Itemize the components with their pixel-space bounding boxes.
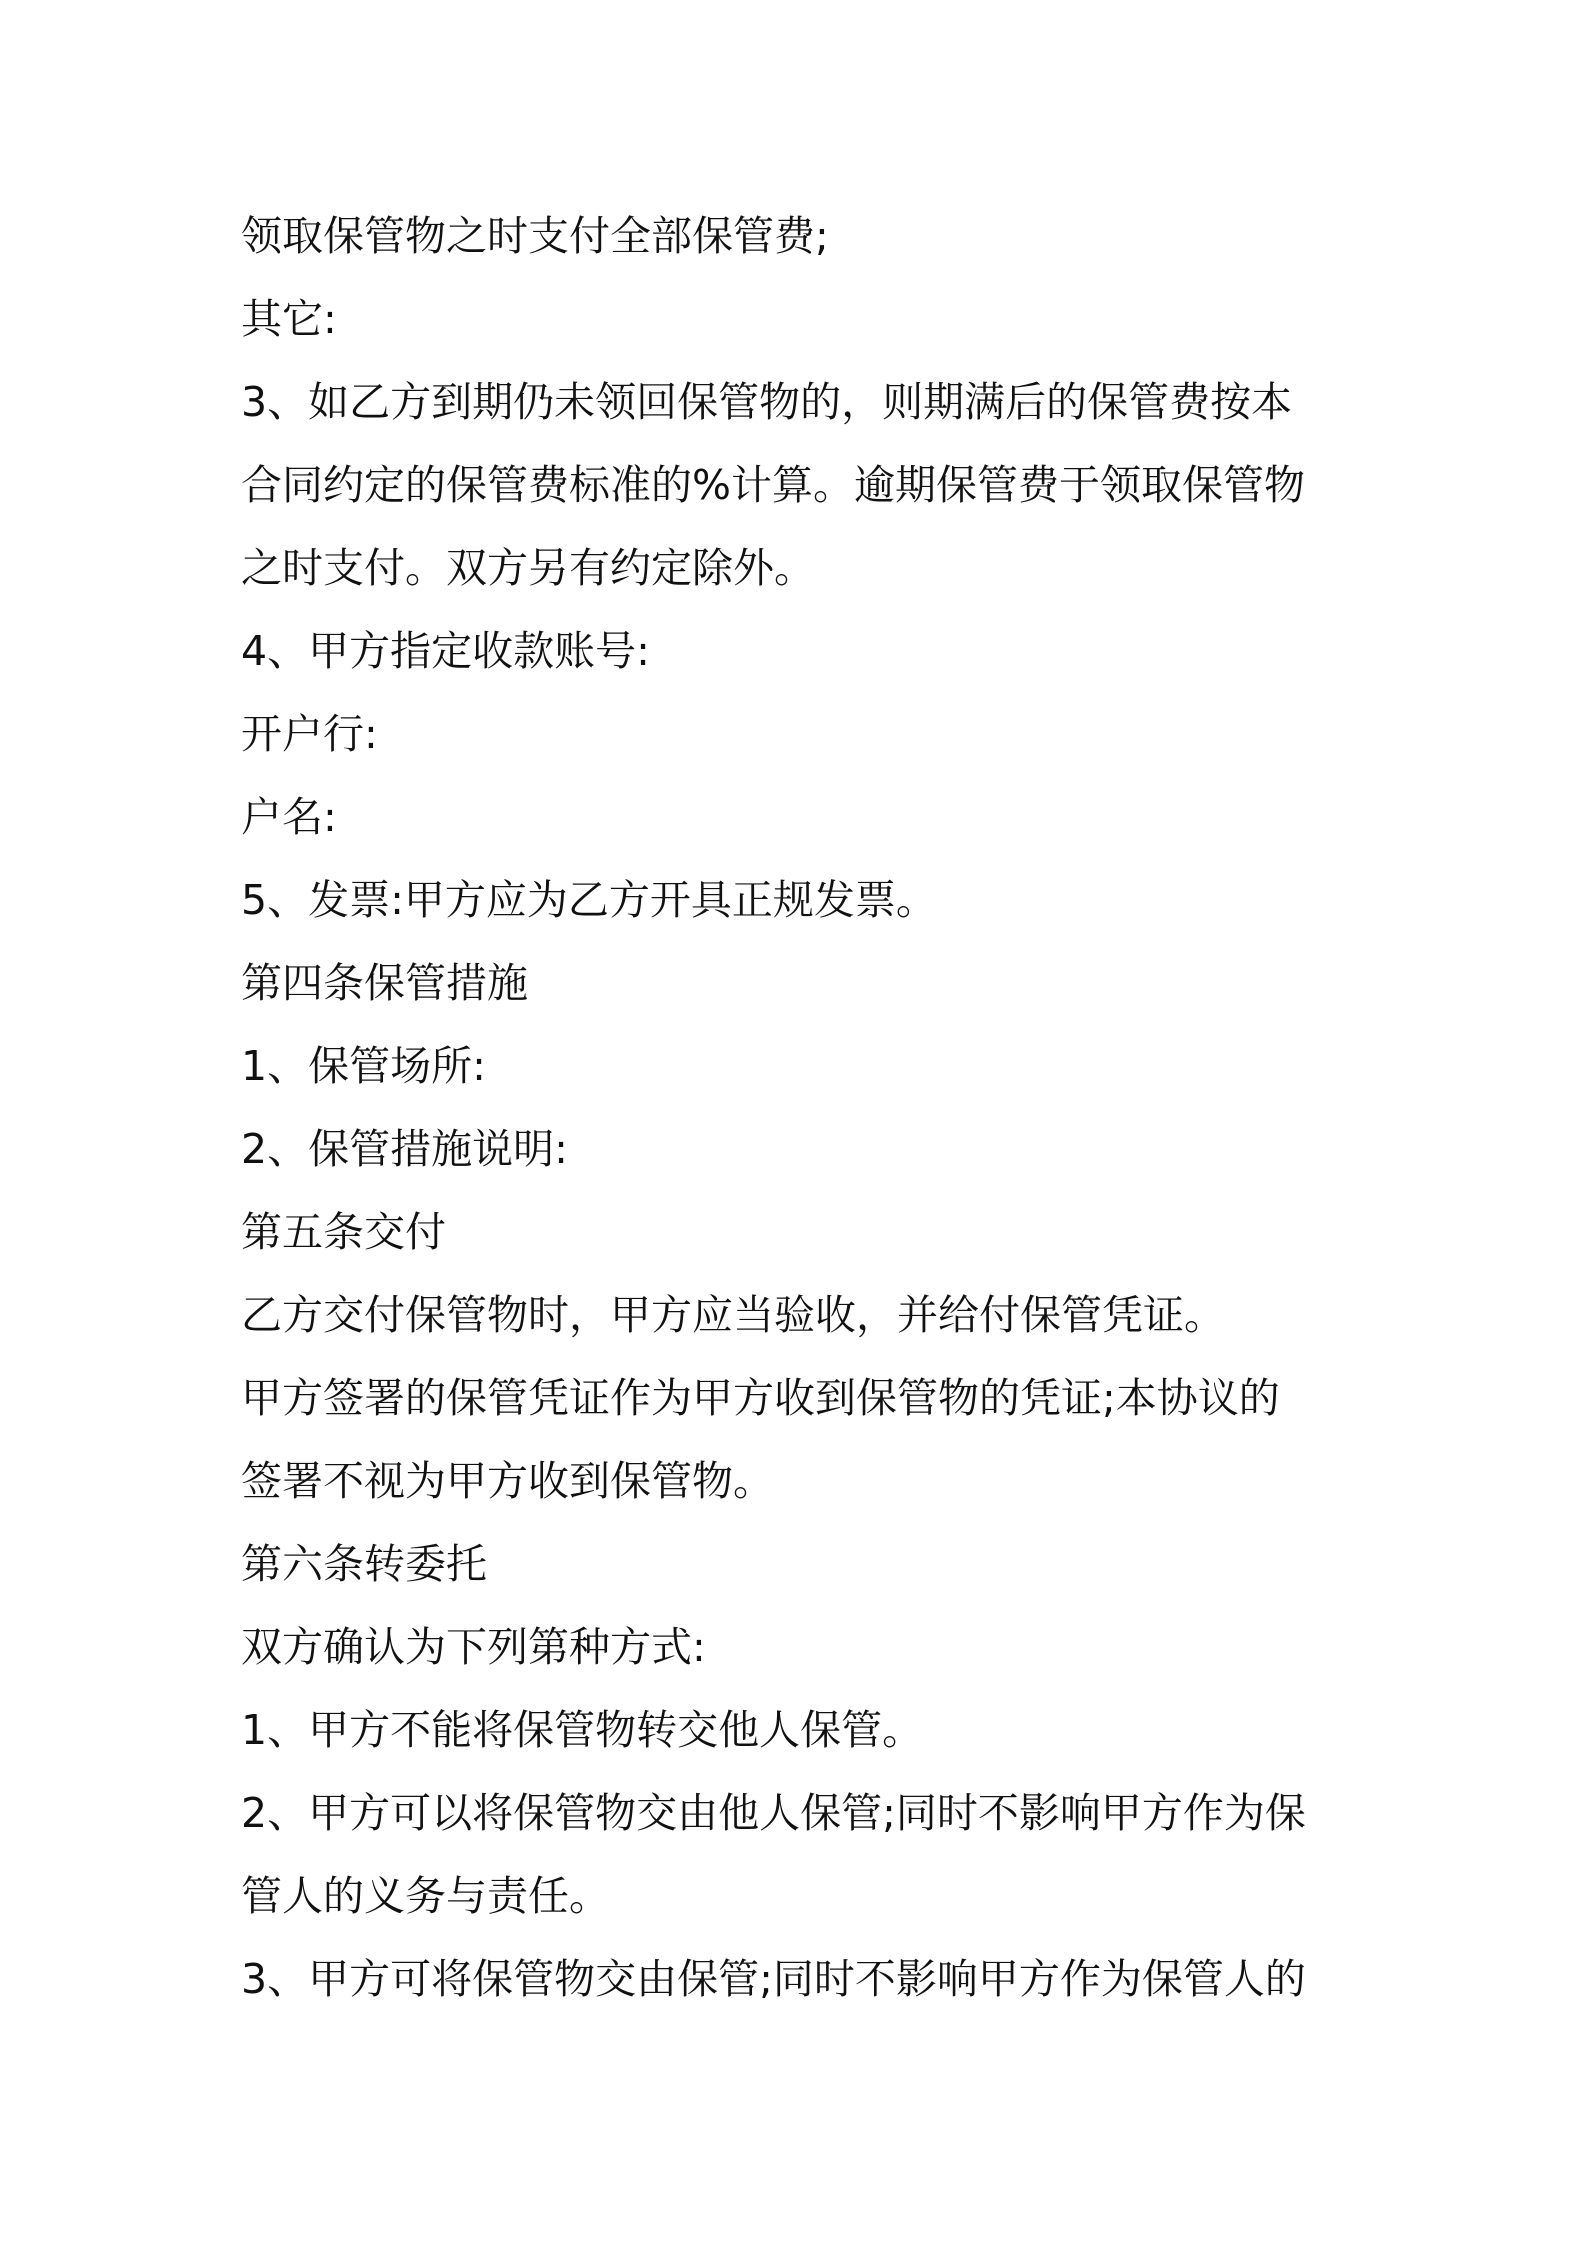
text-line: 甲方签署的保管凭证作为甲方收到保管物的凭证;本协议的 — [241, 1374, 1280, 1422]
text-line: 签署不视为甲方收到保管物。 — [241, 1457, 774, 1505]
section-heading: 第六条转委托 — [241, 1540, 487, 1588]
text-line: 2、甲方可以将保管物交由他人保管;同时不影响甲方作为保 — [241, 1789, 1306, 1837]
text-line: 3、如乙方到期仍未领回保管物的，则期满后的保管费按本 — [241, 378, 1293, 426]
document-body — [241, 195, 1361, 2021]
text-line: 5、发票:甲方应为乙方开具正规发票。 — [241, 876, 937, 924]
text-line: 户名: — [241, 793, 337, 841]
section-heading: 第四条保管措施 — [241, 959, 528, 1007]
text-line: 领取保管物之时支付全部保管费; — [241, 212, 829, 260]
text-line: 1、保管场所: — [241, 1042, 486, 1090]
text-line: 双方确认为下列第种方式: — [241, 1623, 706, 1671]
section-heading: 第五条交付 — [241, 1208, 446, 1256]
text-line: 2、保管措施说明: — [241, 1125, 568, 1173]
text-line: 合同约定的保管费标准的%计算。逾期保管费于领取保管物 — [241, 461, 1305, 509]
text-line: 之时支付。双方另有约定除外。 — [241, 544, 815, 592]
text-line: 管人的义务与责任。 — [241, 1872, 610, 1920]
text-line: 其它: — [241, 295, 337, 343]
text-line: 3、甲方可将保管物交由保管;同时不影响甲方作为保管人的 — [241, 1955, 1306, 2003]
text-line: 乙方交付保管物时，甲方应当验收，并给付保管凭证。 — [241, 1291, 1225, 1339]
text-line: 1、甲方不能将保管物转交他人保管。 — [241, 1706, 924, 1754]
text-line: 开户行: — [241, 710, 378, 758]
text-line: 4、甲方指定收款账号: — [241, 627, 650, 675]
